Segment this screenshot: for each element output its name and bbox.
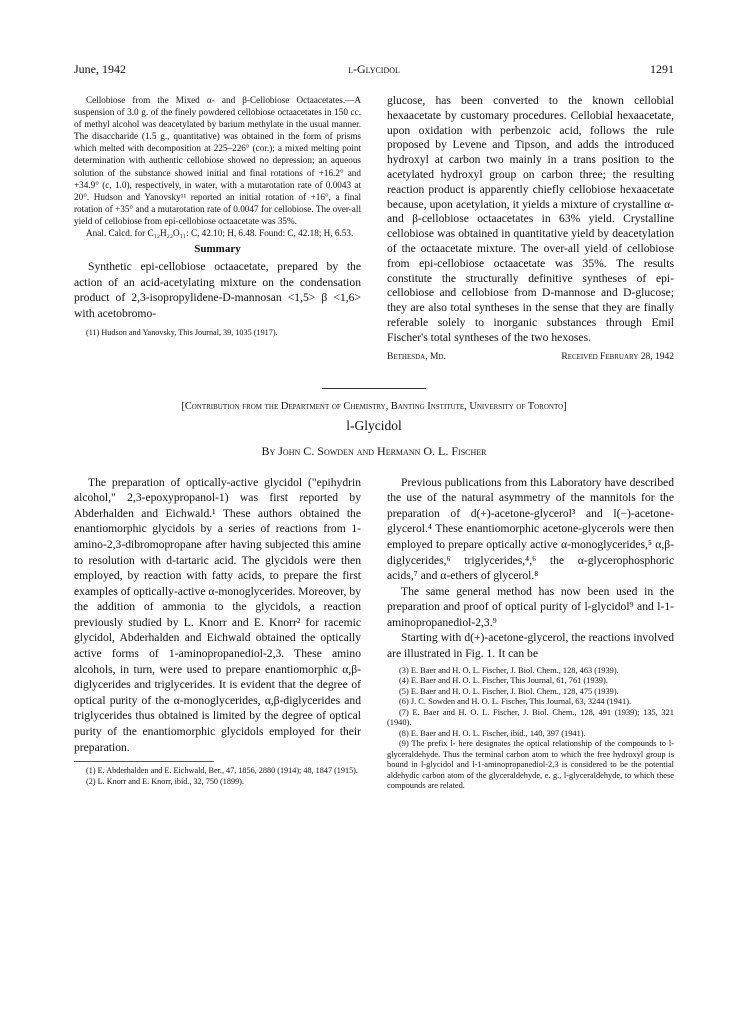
location: Bethesda, Md. [387, 351, 446, 362]
footnote-11: (11) Hudson and Yanovsky, This Journal, 39, 1035 (1917). [86, 327, 278, 337]
summary-text: Synthetic epi-cellobiose octaacetate, prepared by the action of an acid-acetylating mixture on the condensation product of 2,3-isopropylidene-D-mannosan <1,5> β <1,6> with acetobromo- [74, 260, 361, 320]
previous-article-end [74, 94, 674, 362]
intro-paragraph: The preparation of optically-active glycidol ("epihydrin alcohol," 2,3-epoxypropanol-1) was first reported by Abderhalden and Eichwald.¹ These authors obtained the enantiomorphic glycidols by a series of reactions from 1-amino-2,3-dibromopropane after having subjected this amine to resolution with d-tartaric acid. The glycidols were then employed, by reaction with fatty acids, to prepare the first examples of optically-active α-monoglycerides. Moreover, by the addition of ammonia to the glycidols, a reaction previously studied by L. Knorr and E. Knorr² for racemic glycidol, Abderhalden and Eichwald obtained the optically active forms of 1-aminopropanediol-2,3. These amino alcohols, in turn, were used to prepare enantiomorphic α,β-diglycerides and triglycerides. It is evident that the degree of optical purity of the α-monoglycerides, α,β-diglycerides and triglycerides thus obtained is limited by the degree of optical purity of the enantiomorphic glycidols employed for their preparation. [74, 475, 361, 754]
footnote-7: (7) E. Baer and H. O. L. Fischer, J. Biol. Chem., 128, 491 (1939); 135, 321 (1940). [387, 707, 674, 728]
footnote-6: (6) J. C. Sowden and H. O. L. Fischer, This Journal, 63, 3244 (1941). [399, 697, 632, 707]
contribution-line: [Contribution from the Department of Chemistry, Banting Institute, University of Toronto] [181, 400, 567, 412]
analysis-line: Anal. Calcd. for C₁₂H₂₂O₁₁: C, 42.10; H, 6.48. Found: C, 42.18; H, 6.53. [86, 228, 354, 239]
section-divider [322, 388, 426, 389]
footnote-8: (8) E. Baer and H. O. L. Fischer, ibid., 140, 397 (1941). [399, 728, 586, 738]
footnote-5: (5) E. Baer and H. O. L. Fischer, J. Biol. Chem., 128, 475 (1939). [399, 686, 619, 696]
header-title: l-Glycidol [348, 62, 400, 76]
right-column-top [387, 94, 674, 362]
journal-page [74, 62, 674, 792]
running-header [74, 62, 674, 80]
footnote-1: (1) E. Abderhalden and E. Eichwald, Ber., 47, 1856, 2880 (1914); 48, 1847 (1915). [86, 766, 358, 776]
received-date: Received February 28, 1942 [561, 351, 674, 362]
right-column-article [387, 475, 674, 792]
article-title: l-Glycidol [346, 417, 402, 433]
reaction-paragraph: Starting with d(+)-acetone-glycerol, the reactions involved are illustrated in Fig. 1. It can be [387, 631, 674, 661]
footnote-9: (9) The prefix l- here designates the optical relationship of the compounds to l-glyceraldehyde. Thus the terminal carbon atom to which the free hydroxyl group is bound in l-glycidol and l-1-aminopropanediol-2,3 is considered to be the potential aldehydic carbon atom of the glyceraldehyde, e. g., l-glyceraldehyde, to which these compounds are related. [387, 739, 674, 791]
footnote-4: (4) E. Baer and H. O. L. Fischer, This Journal, 61, 761 (1939). [399, 676, 608, 686]
previous-work-paragraph: Previous publications from this Laboratory have described the use of the natural asymmetry of the mannitols for the preparation of d(+)-acetone-glycerol³ and l(−)-acetone-glycerol.⁴ These enantiomorphic acetone-glycerols were then employed to prepare optically active α-monoglycerides,⁵ α,β-diglycerides,⁶ triglycerides,⁴,⁶ the α-glycerophosphoric acids,⁷ and α-ethers of glycerol.⁸ [387, 475, 674, 583]
footnote-rule [74, 761, 214, 762]
method-paragraph: The same general method has now been used in the preparation and proof of optical purity of l-glycidol⁹ and l-1-aminopropanediol-2,3.⁹ [387, 584, 674, 629]
article-authors: By John C. Sowden and Hermann O. L. Fischer [261, 443, 487, 458]
footnote-3: (3) E. Baer and H. O. L. Fischer, J. Biol. Chem., 128, 463 (1939). [399, 665, 619, 675]
summary-heading: Summary [194, 243, 241, 256]
header-date: June, 1942 [74, 62, 126, 76]
footnote-2: (2) L. Knorr and E. Knorr, ibid., 32, 750 (1899). [86, 776, 244, 786]
summary-continued: glucose, has been converted to the known cellobial hexaacetate by customary procedures. Cellobial hexaacetate, upon oxidation with perbenzoic acid, follows the rule proposed by Levene and Tipson, and adds the introduced hydroxyl at carbon two mainly in a trans position to the acetylated hydroxyl group on carbon three; the resulting reaction product is apparently chiefly cellobiose hexaacetate because, upon acetylation, it yields a mixture of crystalline α- and β-cellobiose octaacetates in 63% yield. Crystalline cellobiose was obtained in quantitative yield by deacetylation of the octaacetate mixture. The over-all yield of cellobiose from epi-cellobiose octaacetate was 35%. The results constitute the structurally definitive syntheses of epi-cellobiose and cellobiose from D-mannose and D-glucose; they are also total syntheses in the sense that they are finally referable solely to inorganic substances through Emil Fischer's total syntheses of the two hexoses. [387, 94, 674, 344]
page-number: 1291 [650, 62, 674, 76]
article-body [74, 475, 674, 792]
received-line [387, 352, 674, 362]
left-column-top [74, 94, 361, 362]
left-column-article [74, 475, 361, 792]
experimental-paragraph: Cellobiose from the Mixed α- and β-Cellobiose Octaacetates.—A suspension of 3.0 g. of the finely powdered cellobiose octaacetates in 150 cc. of methyl alcohol was deacetylated by barium methylate in the usual manner. The disaccharide (1.5 g., quantitative) was obtained in the form of prisms which melted with decomposition at 225–226° (cor.); a mixed melting point determination with authentic cellobiose showed no depression; an aqueous solution of the substance showed initial and final rotations of +16.2° and +34.9° (c, 1.0), respectively, in water, with a mutarotation rate of 0.0043 at 20°. Hudson and Yanovsky¹¹ reported an initial rotation of +16°, a final rotation of +35° and a mutarotation rate of 0.0047 for cellobiose. The over-all yield of cellobiose from epi-cellobiose octaacetate was 35%. [74, 95, 361, 226]
